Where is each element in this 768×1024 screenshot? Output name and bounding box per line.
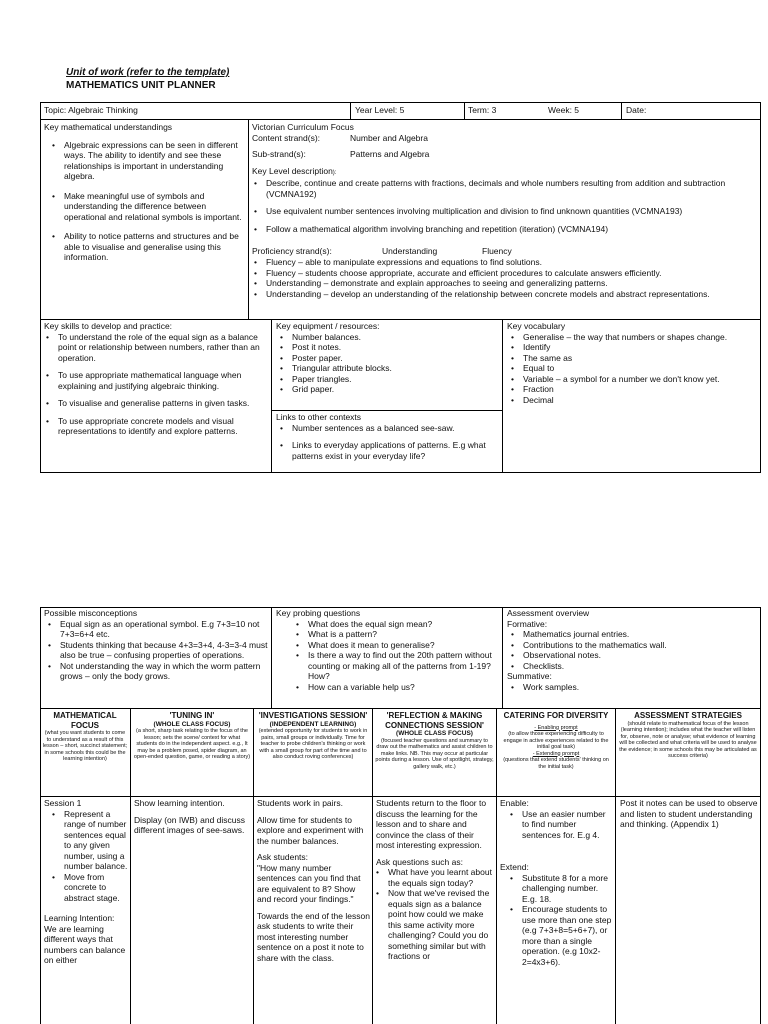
curriculum-cell: Victorian Curriculum Focus Content strand(s): Number and Algebra Sub-strand(s): Patterns and Algebra Key Level description): • Describe, continue and create patterns with fractions, decimals and whole numbers resulting from addition and subtraction (VCMNA192) • Use equivalent number sentences involving multiplication and division to find unknown quantities (VCMNA193) • Follow a mathematical algorithm involving branching and repetition (iteration) (VCMNA194) Proficiency strand(s): Understanding Fluency • Fluency – able to manipulate expressions and equations to find solutions. • Fluency – students choose appropriate, accurate and efficient procedures to calculate answers efficiently. • Understanding – demonstrate and explain approaches to seeing and generalizing patterns. • Understanding – develop an understanding of the relationship between concrete models and abstract representations. [252, 122, 757, 299]
column-header-diversity [499, 711, 613, 770]
term: Term: 3 [468, 105, 497, 115]
focus-list [44, 809, 128, 904]
misconceptions-list [44, 619, 268, 682]
list-item: • Algebraic expressions can be seen in different ways. The ability to identify and see these relationships is important in understanding algebra. [64, 140, 244, 182]
equipment-cell [276, 321, 498, 395]
list-item: • Move from concrete to abstract stage. [64, 872, 128, 904]
learning-intention-text: We are learning different ways that numbers can balance on either [44, 923, 126, 965]
list-item: • Equal to [523, 363, 755, 374]
formative-label: Formative: [507, 618, 548, 629]
list-item: • Encourage students to use more than one step (e.g 7+3+8=5+6+7), or more than a single operation. (e.g 10x2-2=4x3+6). [522, 904, 613, 967]
list-item: • Now that we've revised the equals sign as a balance point how could we make this same activity more challenging? Could you do something similar but with fractions or [388, 888, 494, 962]
list-item: • Fluency – students choose appropriate, accurate and efficient procedures to calculate answers efficiently. [266, 268, 757, 279]
list-item: • Not understanding the way in which the worm pattern grows – only the body grows. [60, 661, 268, 682]
session1-focus-cell [44, 798, 128, 966]
investigations-title: 'INVESTIGATIONS SESSION' [258, 711, 368, 720]
links-cell [276, 412, 498, 461]
level-description-list [252, 178, 757, 234]
list-item: • How can a variable help us? [308, 682, 498, 693]
list-item: • Understanding – demonstrate and explain approaches to seeing and generalizing patterns. [266, 278, 757, 289]
reflection-note: (focused teacher questions and summary to draw out the mathematics and assist children to make links. NB. This may occur at particular points during a lesson. Use of spotlight, strategy, gallery walk, etc.) [375, 737, 494, 770]
tuning-text-2: Display (on IWB) and discuss different images of see-saws. [134, 814, 246, 835]
list-item: • Mathematics journal entries. [523, 629, 755, 640]
list-item: • What is a pattern? [308, 629, 498, 640]
list-item: • Contributions to the mathematics wall. [523, 640, 755, 651]
column-header-reflection [375, 711, 494, 770]
list-item: • Number balances. [292, 332, 498, 343]
list-item: • Number sentences as a balanced see-saw. [292, 423, 498, 434]
assessment-overview-heading: Assessment overview [507, 608, 590, 618]
formative-list [507, 629, 755, 671]
tuning-in-sub: (WHOLE CLASS FOCUS) [153, 720, 231, 728]
tuning-text-1: Show learning intention. [134, 798, 225, 808]
skills-list [44, 332, 268, 437]
list-item: • Substitute 8 for a more challenging number. E.g. 18. [522, 873, 613, 905]
reflection-text-2: Ask questions such as: [376, 856, 463, 867]
tuning-in-title: 'TUNING IN' [169, 711, 215, 720]
math-focus-title: MATHEMATICAL FOCUS [53, 711, 117, 730]
content-strand-label: Content strand(s): [252, 132, 321, 143]
proficiency-understanding: Understanding [382, 246, 438, 256]
list-item: • Understanding – develop an understanding of the relationship between concrete models and abstract representations. [266, 289, 757, 300]
links-heading: Links to other contexts [276, 412, 362, 422]
list-item: • Use an easier number to find number sentences for. E.g 4. [522, 809, 613, 841]
investigations-text-3: Ask students: [257, 852, 309, 862]
reflection-questions [376, 867, 494, 962]
list-item: • Poster paper. [292, 353, 498, 364]
list-item: • To use appropriate mathematical language when explaining and justifying algebraic thinking. [58, 370, 268, 391]
column-header-tuning-in [133, 711, 251, 761]
list-item: • Grid paper. [292, 384, 498, 395]
enabling-prompt-label: - Enabling prompt [534, 724, 578, 731]
level-description-heading: Key Level description [252, 165, 333, 176]
year-level: Year Level: 5 [355, 105, 405, 115]
list-item: • Identify [523, 342, 755, 353]
list-item: • To visualise and generalise patterns in given tasks. [58, 398, 268, 409]
list-item: • To understand the role of the equal sign as a balance point or relationship between numbers, rather than an operation. [58, 332, 268, 364]
tuning-in-note: (a short, sharp task relating to the focus of the lesson; sets the scene/ context for what students do in the independent aspect. e.g., It may be a problem posed, spider diagram, an open-ended question, game, or reading a story) [133, 728, 251, 760]
vocabulary-cell [507, 321, 755, 405]
probing-cell [276, 608, 498, 692]
investigations-note: (extended opportunity for students to work in pairs, small groups or individually. Time for teacher to probe children's thinking or work with a small group for part of the time and to also conduct roving conferences) [258, 728, 368, 760]
session1-assessment-cell [620, 798, 758, 830]
list-item: • What does the equal sign mean? [308, 619, 498, 630]
equipment-list [276, 332, 498, 395]
learning-intention-label: Learning Intention: [44, 913, 115, 923]
list-item: • To use appropriate concrete models and visual representations to identify and explore patterns. [58, 416, 268, 437]
math-focus-note: (what you want students to come to understand as a result of this lesson – short, succinct statement; in some schools this could be the learning intention) [42, 730, 128, 762]
session1-tuning-cell [134, 798, 250, 836]
topic: Topic: Algebraic Thinking [44, 105, 138, 115]
key-skills-cell [44, 321, 268, 437]
curriculum-heading: Victorian Curriculum Focus [252, 122, 354, 132]
vocabulary-heading: Key vocabulary [507, 321, 566, 331]
list-item: • Checklists. [523, 661, 755, 672]
list-item: • Links to everyday applications of patterns. E.g what patterns exist in your everyday life? [292, 440, 498, 461]
equipment-heading: Key equipment / resources: [276, 321, 380, 331]
key-skills-heading: Key skills to develop and practice: [44, 321, 173, 331]
assessment-note: (should relate to mathematical focus of the lesson (learning intention); includes what the teacher will listen for, observe, note or analyse; what evidence of learning will be collected and what criteria will be used to analyse the evidence; in some schools this may be articulated as success criteria) [619, 720, 757, 759]
list-item: • Paper triangles. [292, 374, 498, 385]
enable-list [500, 809, 613, 841]
list-item: • Ability to notice patterns and structures and be able to visualise and generalise using this information. [64, 231, 244, 263]
sub-strand-label: Sub-strand(s): [252, 148, 306, 159]
list-item: • What have you learnt about the equals sign today? [388, 867, 494, 888]
column-header-investigations [256, 711, 370, 761]
summative-list [507, 682, 755, 693]
list-item: • Decimal [523, 395, 755, 406]
date: Date: [626, 105, 647, 115]
investigations-text-5: Towards the end of the lesson ask students to write their most interesting number sentence on a post it note to share with the class. [257, 910, 370, 963]
list-item: • Follow a mathematical algorithm involving branching and repetition (iteration) (VCMNA194) [266, 224, 757, 235]
unit-of-work-heading: Unit of work (refer to the template) [66, 67, 230, 78]
extending-prompt-note: (questions that extend students' thinking on the initial task) [503, 757, 609, 770]
list-item: • Variable – a symbol for a number we don't know yet. [523, 374, 755, 385]
investigations-sub: (INDEPENDENT LEARNING) [269, 720, 357, 728]
list-item: • Use equivalent number sentences involving multiplication and division to find unknown quantities (VCMNA193) [266, 206, 757, 217]
list-item: • Fluency – able to manipulate expressions and equations to find solutions. [266, 257, 757, 268]
key-understandings-cell [44, 122, 244, 263]
key-understandings-heading: Key mathematical understandings [44, 122, 173, 132]
list-item: • Students thinking that because 4+3=3+4, 4-3=3-4 must also be true – confusing properties of operations. [60, 640, 268, 661]
assessment-overview-cell [507, 608, 755, 692]
session1-diversity-cell [500, 798, 613, 967]
enable-label: Enable: [500, 798, 529, 808]
proficiency-fluency: Fluency [482, 246, 512, 256]
list-item: • Fraction [523, 384, 755, 395]
list-item: • Represent a range of number sentences equal to any given number, using a number balance. [64, 809, 128, 872]
reflection-title: 'REFLECTION & MAKING CONNECTIONS SESSION' [385, 711, 484, 730]
planner-title: MATHEMATICS UNIT PLANNER [66, 80, 216, 91]
assessment-text: Post it notes can be used to observe and listen to student understanding and thinking. (Appendix 1) [620, 798, 758, 829]
investigations-text-1: Students work in pairs. [257, 798, 343, 808]
proficiency-label: Proficiency strand(s): [252, 246, 332, 256]
list-item: • Describe, continue and create patterns with fractions, decimals and whole numbers resulting from addition and subtraction (VCMNA192) [266, 178, 757, 199]
column-header-assessment [618, 711, 758, 760]
list-item: • Post it notes. [292, 342, 498, 353]
diversity-title: CATERING FOR DIVERSITY [503, 711, 609, 720]
proficiency-list [252, 257, 757, 299]
list-item: • Triangular attribute blocks. [292, 363, 498, 374]
list-item: • Generalise – the way that numbers or shapes change. [523, 332, 755, 343]
summative-label: Summative: [507, 671, 552, 681]
extending-prompt-label: - Extending prompt [532, 750, 580, 757]
reflection-text-1: Students return to the floor to discuss the learning for the lesson and to share and convince the class of their most interesting expression. [376, 798, 487, 850]
list-item: • Make meaningful use of symbols and understanding the difference between operational and relational symbols is important. [64, 191, 244, 223]
assessment-title: ASSESSMENT STRATEGIES [634, 711, 742, 720]
understandings-list [44, 140, 244, 263]
misconceptions-cell [44, 608, 268, 682]
list-item: • Work samples. [523, 682, 755, 693]
list-item: • What does it mean to generalise? [308, 640, 498, 651]
week: Week: 5 [548, 105, 580, 115]
misconceptions-heading: Possible misconceptions [44, 608, 138, 618]
probing-heading: Key probing questions [276, 608, 361, 618]
reflection-sub: (WHOLE CLASS FOCUS) [396, 730, 473, 737]
investigations-text-2: Allow time for students to explore and experiment with the number balances. [257, 814, 364, 846]
column-header-math-focus [42, 711, 128, 763]
list-item: • The same as [523, 353, 755, 364]
session-title: Session 1 [44, 798, 82, 808]
probing-list [276, 619, 498, 693]
sub-strand-value: Patterns and Algebra [350, 148, 430, 159]
links-list [276, 423, 498, 462]
session1-investigations-cell [257, 798, 370, 963]
list-item: • Observational notes. [523, 650, 755, 661]
investigations-text-4: "How many number sentences can you find that are equivalent to 8? Show and record your findings." [257, 862, 361, 904]
list-item: • Is there a way to find out the 20th pattern without counting or making all of the patterns from 1-19? How? [308, 650, 498, 682]
enabling-prompt-note: (to allow those experiencing difficulty to engage in active experiences related to the initial goal task) [503, 731, 609, 750]
vocabulary-list [507, 332, 755, 406]
session1-reflection-cell [376, 798, 494, 962]
extend-list [500, 873, 613, 968]
extend-label: Extend: [500, 862, 529, 872]
list-item: • Equal sign as an operational symbol. E.g 7+3=10 not 7+3=6+4 etc. [60, 619, 268, 640]
content-strand-value: Number and Algebra [350, 132, 428, 143]
